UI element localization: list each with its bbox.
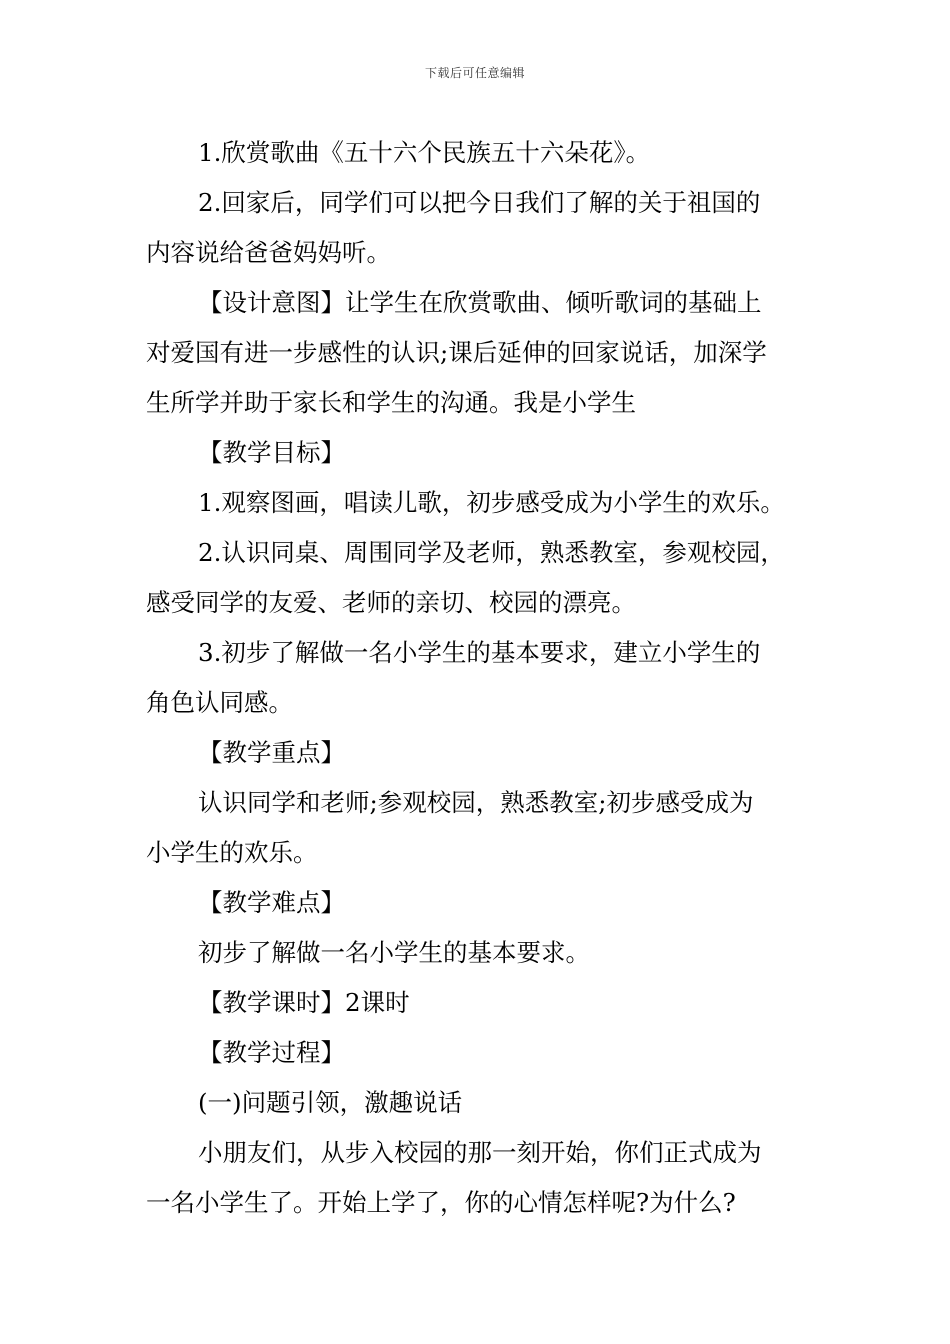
section-heading: 【教学重点】 — [198, 738, 345, 767]
text-line: (一)问题引领，激趣说话 — [198, 1088, 463, 1117]
heading-teaching-goals — [146, 428, 818, 478]
text-line: 小学生的欢乐。 — [146, 838, 318, 867]
section-heading: 【教学课时】2课时 — [198, 988, 410, 1017]
text-line: 角色认同感。 — [146, 688, 293, 717]
paragraph-intro — [146, 1128, 818, 1228]
document-body — [146, 128, 818, 1228]
text-line: 2.认识同桌、周围同学及老师，熟悉教室，参观校园， — [198, 538, 785, 567]
text-line: 认识同学和老师;参观校园，熟悉教室;初步感受成为 — [198, 788, 754, 817]
text-line: 1.欣赏歌曲《五十六个民族五十六朵花》。 — [198, 138, 651, 167]
paragraph-song — [146, 128, 818, 178]
paragraph-design-intent — [146, 278, 818, 428]
text-line: 生所学并助于家长和学生的沟通。我是小学生 — [146, 388, 636, 417]
paragraph-home — [146, 178, 818, 278]
text-line: 一名小学生了。开始上学了，你的心情怎样呢?为什么? — [146, 1188, 736, 1217]
paragraph-goal-1 — [146, 478, 818, 528]
heading-class-hours — [146, 978, 818, 1028]
paragraph-key-points — [146, 778, 818, 878]
heading-difficulties — [146, 878, 818, 928]
text-line: 3.初步了解做一名小学生的基本要求，建立小学生的 — [198, 638, 761, 667]
paragraph-goal-2 — [146, 528, 818, 628]
text-line: 内容说给爸爸妈妈听。 — [146, 238, 391, 267]
text-line: 2.回家后，同学们可以把今日我们了解的关于祖国的 — [198, 188, 761, 217]
text-line: 小朋友们，从步入校园的那一刻开始，你们正式成为 — [198, 1138, 762, 1167]
subheading-step-1 — [146, 1078, 818, 1128]
page-header: 下载后可任意编辑 — [424, 66, 525, 80]
text-line: 初步了解做一名小学生的基本要求。 — [198, 938, 590, 967]
paragraph-goal-3 — [146, 628, 818, 728]
section-heading: 【教学目标】 — [198, 438, 345, 467]
section-heading: 【教学难点】 — [198, 888, 345, 917]
section-heading: 【教学过程】 — [198, 1038, 345, 1067]
text-line: 对爱国有进一步感性的认识;课后延伸的回家说话，加深学 — [146, 338, 767, 367]
heading-teaching-process — [146, 1028, 818, 1078]
text-line: 1.观察图画，唱读儿歌，初步感受成为小学生的欢乐。 — [198, 488, 785, 517]
text-line: 感受同学的友爱、老师的亲切、校园的漂亮。 — [146, 588, 636, 617]
paragraph-difficulties — [146, 928, 818, 978]
text-line: 【设计意图】让学生在欣赏歌曲、倾听歌词的基础上 — [198, 288, 762, 317]
heading-key-points — [146, 728, 818, 778]
